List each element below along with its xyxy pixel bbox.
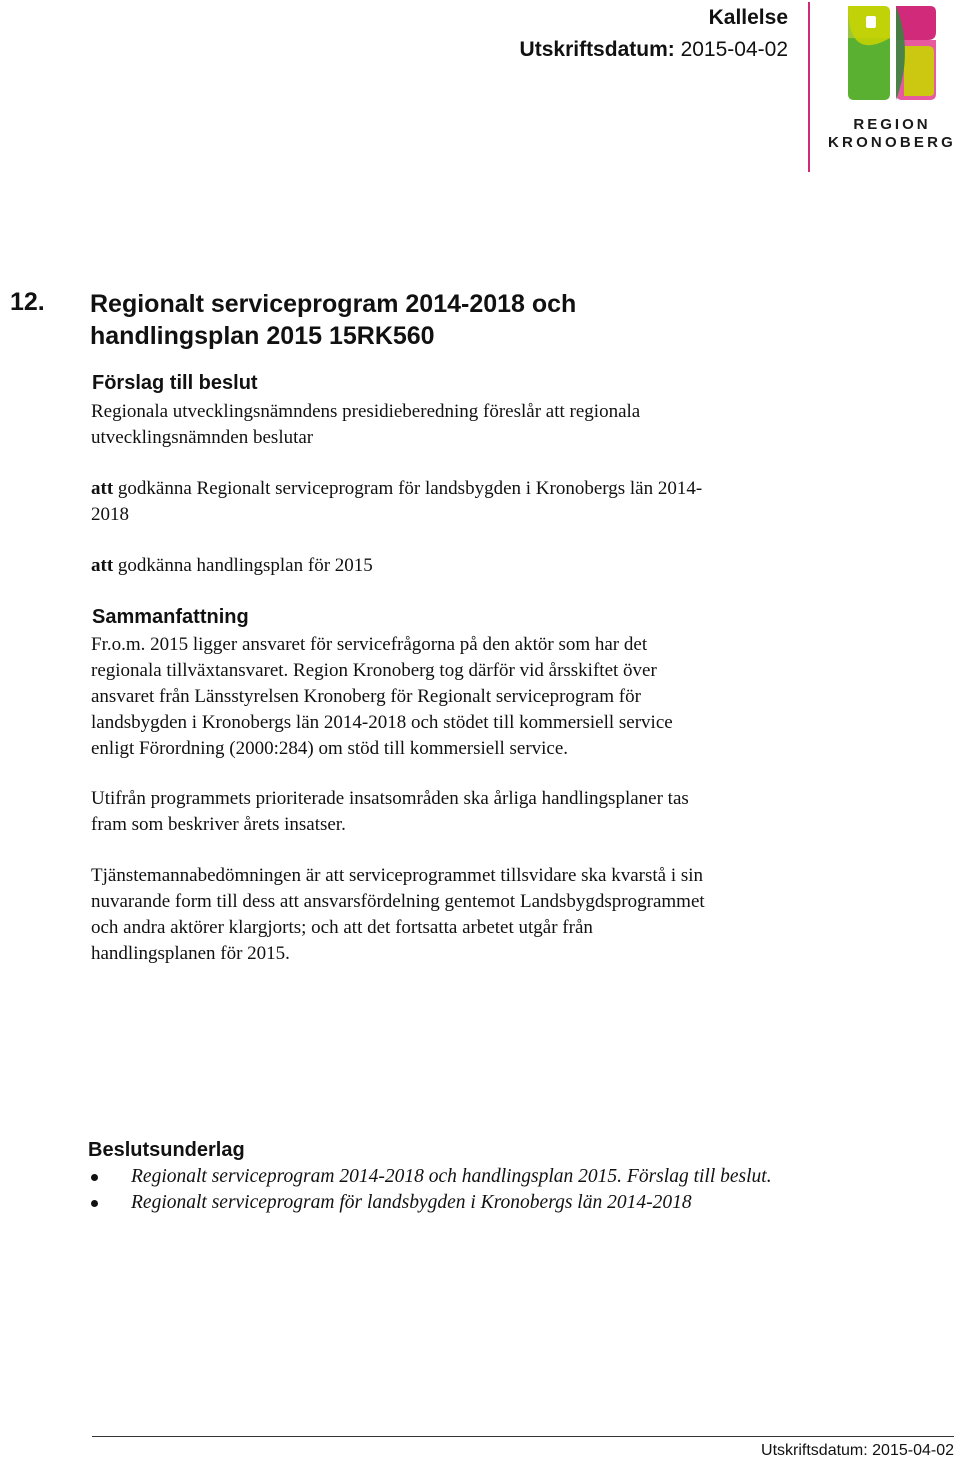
print-date-label: Utskriftsdatum: (519, 38, 675, 61)
text-line: utvecklingsnämnden beslutar (91, 427, 314, 448)
summary-heading: Sammanfattning (92, 606, 249, 628)
decision-text: godkänna Regionalt serviceprogram för landsbygden i Kronobergs län 2014- (113, 478, 703, 499)
list-item: Regionalt serviceprogram 2014-2018 och handlingsplan 2015. Förslag till beslut. (88, 1164, 808, 1190)
basis-list (88, 1164, 808, 1216)
item-title (90, 288, 690, 352)
decision-keyword: att (91, 555, 114, 576)
text-line: nuvarande form till dess att ansvarsfördelning gentemot Landsbygdsprogrammet (91, 891, 705, 912)
decision-text: godkänna handlingsplan för 2015 (113, 555, 373, 576)
text-line: 2018 (91, 504, 129, 525)
text-line: ansvaret från Länsstyrelsen Kronoberg för Regionalt serviceprogram för (91, 686, 641, 707)
logo-line-region: REGION (853, 116, 931, 133)
region-kronoberg-logo-icon (844, 2, 938, 104)
print-date-value: 2015-04-02 (680, 38, 788, 61)
summary-paragraph-3 (91, 863, 821, 967)
proposal-heading: Förslag till beslut (92, 372, 258, 394)
decision-keyword: att (91, 478, 114, 499)
footer-print-date: Utskriftsdatum: 2015-04-02 (761, 1442, 954, 1459)
decision-2 (91, 553, 821, 579)
decision-1 (91, 476, 821, 528)
text-line: fram som beskriver årets insatser. (91, 814, 346, 835)
item-title-line: handlingsplan 2015 15RK560 (90, 322, 435, 350)
footer-divider (92, 1436, 954, 1437)
text-line: regionala tillväxtansvaret. Region Kronoberg tog därför vid årsskiftet över (91, 660, 657, 681)
text-line: enligt Förordning (2000:284) om stöd till kommersiell service. (91, 738, 569, 759)
summary-paragraph-1 (91, 632, 821, 762)
text-line: Fr.o.m. 2015 ligger ansvaret för servicefrågorna på den aktör som har det (91, 634, 648, 655)
proposal-intro (91, 399, 821, 451)
text-line: och andra aktörer klargjorts; och att det fortsatta arbetet utgår från (91, 917, 593, 938)
text-line (91, 476, 821, 502)
logo-wordmark (826, 116, 958, 151)
list-item: Regionalt serviceprogram för landsbygden i Kronobergs län 2014-2018 (88, 1190, 808, 1216)
text-line: handlingsplanen för 2015. (91, 943, 290, 964)
header-divider (808, 2, 810, 172)
text-line: Regionala utvecklingsnämndens presidieberedning föreslår att regionala (91, 401, 641, 422)
text-line: Utifrån programmets prioriterade insatsområden ska årliga handlingsplaner tas (91, 788, 689, 809)
text-line: landsbygden i Kronobergs län 2014-2018 och stödet till kommersiell service (91, 712, 673, 733)
text-line: Tjänstemannabedömningen är att serviceprogrammet tillsvidare ska kvarstå i sin (91, 865, 704, 886)
logo-line-kronoberg: KRONOBERG (828, 134, 956, 151)
summary-paragraph-2 (91, 786, 821, 838)
document-type: Kallelse (708, 6, 788, 29)
item-number: 12. (10, 288, 45, 316)
item-title-line: Regionalt serviceprogram 2014-2018 och (90, 290, 577, 318)
print-date (520, 38, 788, 62)
basis-heading: Beslutsunderlag (88, 1139, 245, 1161)
text-line (91, 553, 821, 579)
